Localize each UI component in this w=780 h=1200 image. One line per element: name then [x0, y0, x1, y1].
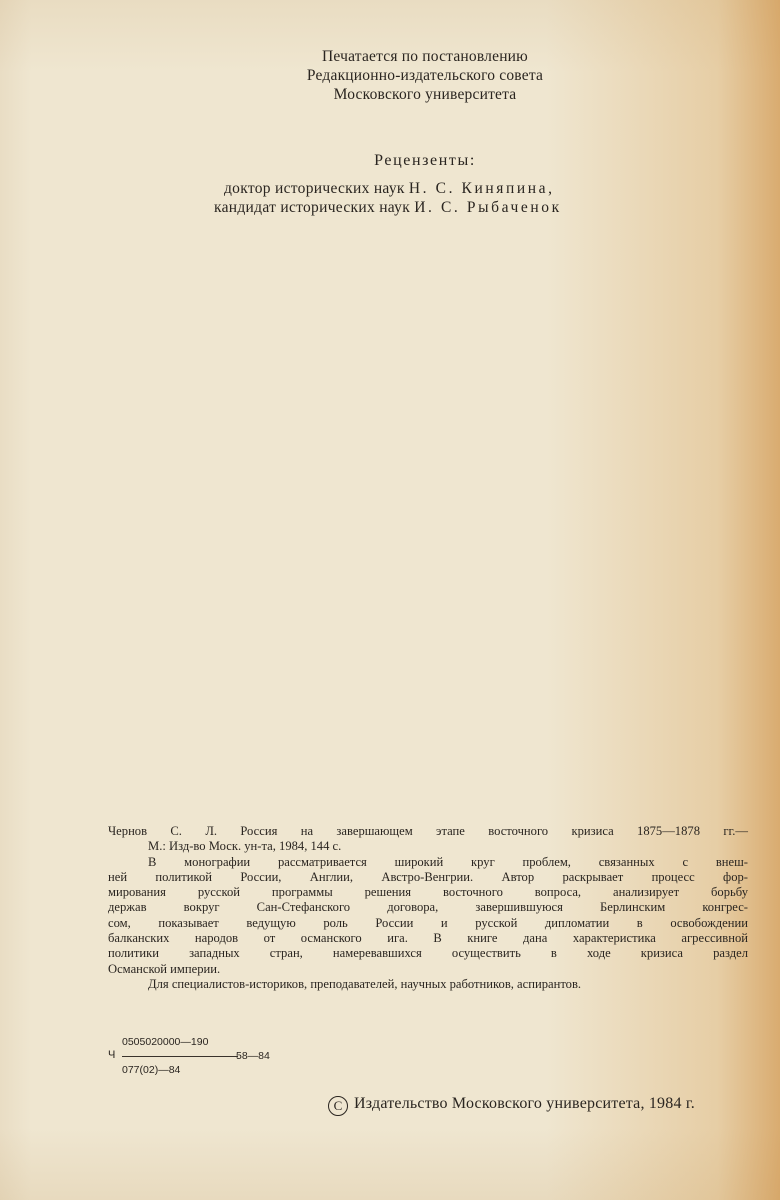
reviewer-1-title: доктор исторических наук	[224, 180, 409, 197]
biblio-line: политики западных стран, намеревавшихся осуществить в ходе кризиса раздел	[108, 946, 748, 961]
biblio-line: Османской империи.	[108, 961, 221, 976]
biblio-line: ней политикой России, Англии, Австро-Венгрии. Автор раскрывает процесс фор-	[108, 869, 748, 884]
biblio-line: балканских народов от османского ига. В книге дана характеристика агрессивной	[108, 931, 748, 946]
fraction-bar	[122, 1056, 238, 1057]
copyright-notice	[328, 1095, 695, 1116]
biblio-line: Чернов С. Л. Россия на завершающем этапе восточного кризиса 1875—1878 гг.—	[108, 824, 748, 838]
reviewer-2	[214, 199, 562, 217]
reviewer-1-name: Н. С. Киняпина,	[408, 180, 555, 197]
reviewer-2-title: кандидат исторических наук	[214, 199, 415, 216]
imprint-line-3: Московского университета	[333, 86, 517, 103]
catalog-code: 58—84	[236, 1050, 270, 1062]
imprint-line-1: Печатается по постановлению	[322, 48, 528, 65]
publication-imprint	[200, 47, 650, 104]
reviewer-2-name: И. С. Рыбаченок	[414, 199, 562, 216]
reviewer-1	[224, 180, 555, 198]
copyright-icon: C	[328, 1096, 348, 1116]
biblio-line: сом, показывает ведущую роль России и русской дипломатии в освобождении	[108, 915, 748, 930]
biblio-line: держав вокруг Сан-Стефанского договора, завершившуюся Берлинским конгрес-	[108, 900, 748, 915]
biblio-line: Для специалистов-историков, преподавателей, научных работников, аспирантов.	[148, 976, 582, 991]
catalog-letter: Ч	[108, 1049, 116, 1061]
biblio-line: М.: Изд-во Моск. ун-та, 1984, 144 с.	[148, 839, 342, 854]
biblio-line: В монографии рассматривается широкий круг проблем, связанных с внеш-	[148, 854, 748, 869]
biblio-line: мирования русской программы решения восточного вопроса, анализирует борьбу	[108, 885, 748, 900]
catalog-numerator: 0505020000—190	[122, 1036, 209, 1048]
catalog-denominator: 077(02)—84	[122, 1064, 181, 1076]
reviewers-heading: Рецензенты:	[374, 152, 476, 169]
imprint-line-2: Редакционно-издательского совета	[306, 67, 544, 84]
copyright-text: Издательство Московского университета, 1984 г.	[354, 1095, 695, 1112]
bibliographic-description	[108, 824, 748, 992]
